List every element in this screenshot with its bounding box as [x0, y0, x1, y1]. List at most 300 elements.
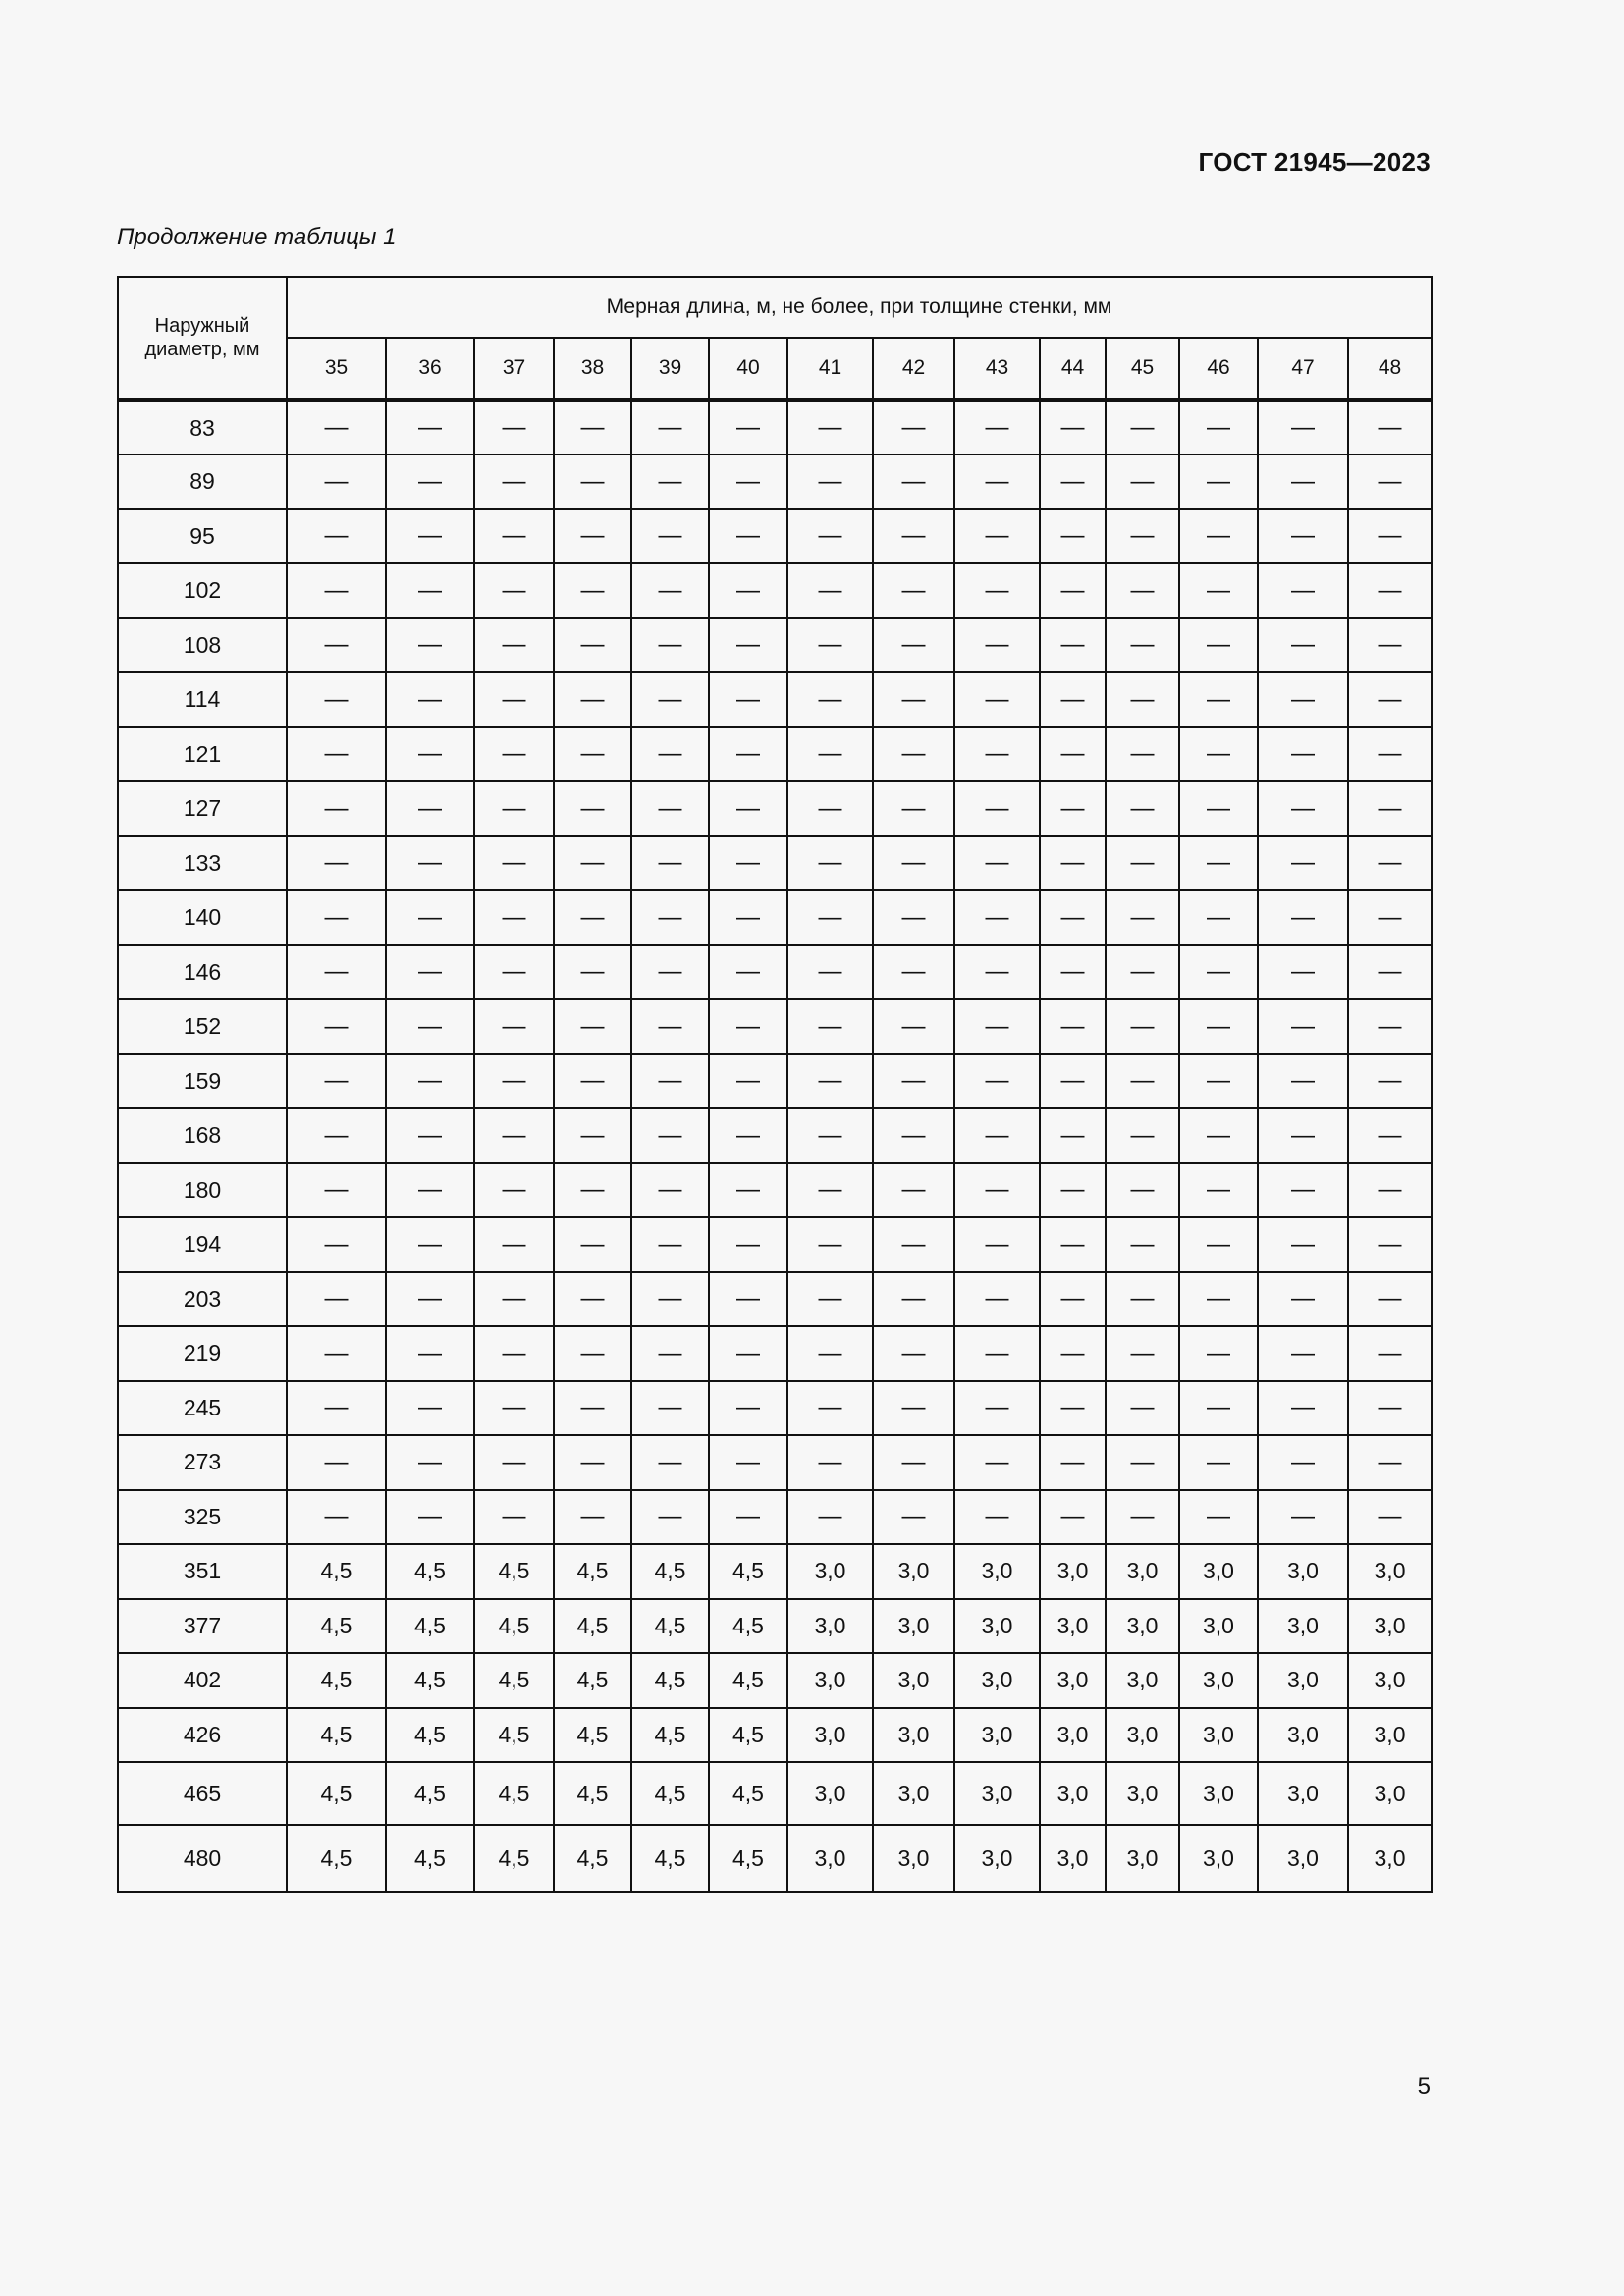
value-cell: —	[709, 1054, 787, 1109]
diameter-cell: 108	[118, 618, 287, 673]
value-cell: —	[873, 400, 954, 455]
value-cell: —	[554, 1108, 631, 1163]
value-cell: —	[386, 781, 474, 836]
table-row	[118, 727, 1432, 782]
value-cell: 3,0	[1348, 1825, 1432, 1892]
value-cell: —	[1179, 1490, 1258, 1545]
value-cell: —	[631, 781, 709, 836]
value-cell: 3,0	[1106, 1599, 1179, 1654]
value-cell: —	[1040, 1381, 1106, 1436]
value-cell: —	[1258, 454, 1348, 509]
diameter-cell: 152	[118, 999, 287, 1054]
value-cell: —	[1106, 1326, 1179, 1381]
value-cell: —	[474, 618, 554, 673]
value-cell: —	[1106, 727, 1179, 782]
value-cell: —	[1040, 672, 1106, 727]
diameter-cell: 325	[118, 1490, 287, 1545]
diameter-header-cell	[118, 277, 287, 400]
column-header-38: 38	[554, 338, 631, 400]
value-cell: —	[1040, 563, 1106, 618]
value-cell: —	[1106, 1381, 1179, 1436]
value-cell: —	[287, 1054, 386, 1109]
value-cell: —	[1040, 945, 1106, 1000]
table-row	[118, 1762, 1432, 1825]
value-cell: —	[787, 509, 873, 564]
value-cell: 3,0	[1348, 1599, 1432, 1654]
value-cell: 3,0	[1179, 1599, 1258, 1654]
value-cell: —	[1348, 1217, 1432, 1272]
value-cell: —	[1106, 1054, 1179, 1109]
value-cell: —	[1040, 1490, 1106, 1545]
table-row	[118, 1599, 1432, 1654]
diameter-cell: 480	[118, 1825, 287, 1892]
value-cell: —	[631, 1381, 709, 1436]
value-cell: —	[1040, 400, 1106, 455]
value-cell: 4,5	[474, 1653, 554, 1708]
table-row	[118, 1653, 1432, 1708]
value-cell: —	[1179, 1054, 1258, 1109]
value-cell: —	[1258, 1272, 1348, 1327]
value-cell: —	[787, 1272, 873, 1327]
value-cell: —	[386, 945, 474, 1000]
value-cell: —	[787, 1217, 873, 1272]
value-cell: —	[386, 1326, 474, 1381]
value-cell: —	[1040, 1435, 1106, 1490]
value-cell: —	[631, 1272, 709, 1327]
value-cell: —	[1258, 672, 1348, 727]
diameter-cell: 245	[118, 1381, 287, 1436]
value-cell: —	[1348, 1435, 1432, 1490]
table-row	[118, 781, 1432, 836]
value-cell: —	[287, 509, 386, 564]
table-row	[118, 1490, 1432, 1545]
value-cell: —	[873, 781, 954, 836]
value-cell: —	[1179, 890, 1258, 945]
value-cell: —	[1179, 727, 1258, 782]
value-cell: —	[787, 1490, 873, 1545]
value-cell: 4,5	[287, 1708, 386, 1763]
value-cell: —	[474, 563, 554, 618]
value-cell: —	[631, 672, 709, 727]
value-cell: —	[554, 1435, 631, 1490]
value-cell: —	[1040, 509, 1106, 564]
value-cell: 4,5	[386, 1544, 474, 1599]
value-cell: 4,5	[287, 1544, 386, 1599]
table-row	[118, 1054, 1432, 1109]
value-cell: —	[873, 618, 954, 673]
value-cell: —	[1258, 400, 1348, 455]
value-cell: —	[474, 890, 554, 945]
value-cell: —	[709, 1163, 787, 1218]
value-cell: —	[1258, 727, 1348, 782]
value-cell: —	[787, 1326, 873, 1381]
table-row	[118, 999, 1432, 1054]
value-cell: —	[1106, 781, 1179, 836]
value-cell: —	[1106, 618, 1179, 673]
value-cell: —	[631, 563, 709, 618]
value-cell: 3,0	[873, 1599, 954, 1654]
value-cell: —	[631, 454, 709, 509]
value-cell: —	[1348, 1490, 1432, 1545]
value-cell: 3,0	[1179, 1708, 1258, 1763]
column-header-46: 46	[1179, 338, 1258, 400]
value-cell: —	[631, 945, 709, 1000]
value-cell: 4,5	[287, 1825, 386, 1892]
column-header-42: 42	[873, 338, 954, 400]
value-cell: —	[954, 618, 1040, 673]
value-cell: —	[1348, 509, 1432, 564]
value-cell: —	[386, 563, 474, 618]
value-cell: —	[954, 454, 1040, 509]
value-cell: —	[1348, 781, 1432, 836]
value-cell: —	[1040, 1217, 1106, 1272]
diameter-cell: 102	[118, 563, 287, 618]
value-cell: —	[954, 400, 1040, 455]
value-cell: —	[1040, 890, 1106, 945]
value-cell: —	[1258, 945, 1348, 1000]
value-cell: 3,0	[787, 1544, 873, 1599]
value-cell: 4,5	[631, 1708, 709, 1763]
value-cell: —	[554, 945, 631, 1000]
value-cell: —	[1106, 672, 1179, 727]
value-cell: —	[709, 400, 787, 455]
value-cell: —	[1348, 1108, 1432, 1163]
value-cell: 4,5	[474, 1825, 554, 1892]
value-cell: —	[1179, 563, 1258, 618]
value-cell: —	[873, 1490, 954, 1545]
value-cell: —	[873, 454, 954, 509]
table-row	[118, 1708, 1432, 1763]
value-cell: —	[631, 1435, 709, 1490]
value-cell: 3,0	[787, 1762, 873, 1825]
value-cell: —	[631, 1108, 709, 1163]
value-cell: 3,0	[1106, 1708, 1179, 1763]
value-cell: —	[287, 1381, 386, 1436]
value-cell: —	[287, 727, 386, 782]
value-cell: 3,0	[1258, 1653, 1348, 1708]
value-cell: —	[1258, 618, 1348, 673]
value-cell: —	[1258, 1435, 1348, 1490]
value-cell: 4,5	[386, 1708, 474, 1763]
value-cell: —	[1179, 836, 1258, 891]
value-cell: 4,5	[709, 1825, 787, 1892]
value-cell: 4,5	[709, 1544, 787, 1599]
value-cell: —	[873, 1163, 954, 1218]
value-cell: —	[1040, 1326, 1106, 1381]
value-cell: —	[386, 618, 474, 673]
value-cell: —	[631, 999, 709, 1054]
value-cell: —	[1040, 781, 1106, 836]
value-cell: 3,0	[1258, 1544, 1348, 1599]
value-cell: —	[1106, 836, 1179, 891]
value-cell: —	[787, 1163, 873, 1218]
value-cell: 3,0	[1179, 1544, 1258, 1599]
value-cell: 3,0	[954, 1653, 1040, 1708]
value-cell: 3,0	[1348, 1653, 1432, 1708]
value-cell: —	[1258, 1163, 1348, 1218]
value-cell: —	[709, 563, 787, 618]
value-cell: —	[386, 1054, 474, 1109]
value-cell: —	[474, 454, 554, 509]
value-cell: —	[1179, 1381, 1258, 1436]
value-cell: —	[554, 1326, 631, 1381]
value-cell: —	[1348, 1054, 1432, 1109]
diameter-cell: 180	[118, 1163, 287, 1218]
value-cell: 3,0	[1040, 1825, 1106, 1892]
value-cell: —	[474, 836, 554, 891]
column-header-40: 40	[709, 338, 787, 400]
value-cell: —	[873, 1108, 954, 1163]
value-cell: —	[474, 1054, 554, 1109]
value-cell: —	[787, 890, 873, 945]
value-cell: 3,0	[1040, 1544, 1106, 1599]
value-cell: —	[873, 1435, 954, 1490]
value-cell: —	[474, 1108, 554, 1163]
value-cell: 3,0	[1179, 1762, 1258, 1825]
value-cell: —	[1258, 1326, 1348, 1381]
value-cell: —	[1258, 1054, 1348, 1109]
value-cell: —	[954, 1217, 1040, 1272]
value-cell: —	[1106, 1163, 1179, 1218]
diameter-cell: 203	[118, 1272, 287, 1327]
value-cell: 3,0	[1258, 1762, 1348, 1825]
value-cell: —	[1258, 999, 1348, 1054]
value-cell: 3,0	[1258, 1599, 1348, 1654]
value-cell: 3,0	[1179, 1825, 1258, 1892]
length-table	[117, 276, 1433, 1893]
value-cell: —	[1348, 945, 1432, 1000]
value-cell: —	[554, 454, 631, 509]
value-cell: —	[954, 1326, 1040, 1381]
value-cell: 4,5	[709, 1653, 787, 1708]
value-cell: 4,5	[709, 1599, 787, 1654]
value-cell: —	[787, 563, 873, 618]
value-cell: —	[287, 1163, 386, 1218]
column-header-41: 41	[787, 338, 873, 400]
value-cell: 4,5	[709, 1762, 787, 1825]
value-cell: —	[631, 727, 709, 782]
value-cell: —	[709, 999, 787, 1054]
value-cell: —	[709, 727, 787, 782]
diameter-cell: 83	[118, 400, 287, 455]
value-cell: —	[709, 509, 787, 564]
value-cell: —	[287, 999, 386, 1054]
value-cell: 3,0	[954, 1599, 1040, 1654]
value-cell: —	[474, 1163, 554, 1218]
value-cell: 4,5	[554, 1762, 631, 1825]
value-cell: 3,0	[787, 1825, 873, 1892]
diameter-cell: 377	[118, 1599, 287, 1654]
value-cell: —	[787, 1108, 873, 1163]
value-cell: —	[954, 727, 1040, 782]
value-cell: 4,5	[287, 1762, 386, 1825]
value-cell: —	[287, 454, 386, 509]
value-cell: —	[787, 672, 873, 727]
diameter-cell: 168	[118, 1108, 287, 1163]
value-cell: —	[1040, 454, 1106, 509]
value-cell: —	[1348, 1326, 1432, 1381]
value-cell: 4,5	[474, 1708, 554, 1763]
value-cell: —	[1179, 1217, 1258, 1272]
value-cell: —	[287, 890, 386, 945]
value-cell: —	[474, 945, 554, 1000]
value-cell: —	[554, 890, 631, 945]
value-cell: —	[1106, 945, 1179, 1000]
value-cell: —	[1040, 727, 1106, 782]
value-cell: —	[709, 890, 787, 945]
value-cell: 4,5	[631, 1825, 709, 1892]
column-header-45: 45	[1106, 338, 1179, 400]
value-cell: —	[1040, 999, 1106, 1054]
value-cell: —	[554, 1381, 631, 1436]
value-cell: —	[554, 1272, 631, 1327]
value-cell: 3,0	[873, 1653, 954, 1708]
value-cell: —	[1106, 563, 1179, 618]
value-cell: —	[474, 1435, 554, 1490]
value-cell: —	[1106, 999, 1179, 1054]
table-row	[118, 1544, 1432, 1599]
value-cell: —	[554, 1490, 631, 1545]
value-cell: 4,5	[386, 1599, 474, 1654]
table-row	[118, 400, 1432, 455]
value-cell: —	[386, 672, 474, 727]
value-cell: —	[1348, 1272, 1432, 1327]
value-cell: —	[873, 727, 954, 782]
value-cell: —	[787, 400, 873, 455]
diameter-cell: 194	[118, 1217, 287, 1272]
value-cell: 3,0	[873, 1708, 954, 1763]
value-cell: —	[954, 1490, 1040, 1545]
diameter-cell: 133	[118, 836, 287, 891]
value-cell: —	[1258, 890, 1348, 945]
value-cell: —	[287, 563, 386, 618]
value-cell: —	[631, 1326, 709, 1381]
value-cell: —	[1179, 1326, 1258, 1381]
value-cell: 3,0	[1179, 1653, 1258, 1708]
value-cell: 3,0	[1348, 1544, 1432, 1599]
value-cell: —	[873, 672, 954, 727]
value-cell: —	[287, 1217, 386, 1272]
value-cell: 4,5	[554, 1708, 631, 1763]
value-cell: 4,5	[386, 1762, 474, 1825]
value-cell: —	[287, 1326, 386, 1381]
value-cell: —	[386, 727, 474, 782]
value-cell: 3,0	[787, 1708, 873, 1763]
value-cell: —	[1348, 836, 1432, 891]
value-cell: —	[1106, 1490, 1179, 1545]
value-cell: —	[1258, 509, 1348, 564]
value-cell: —	[709, 618, 787, 673]
value-cell: —	[1040, 836, 1106, 891]
value-cell: —	[554, 727, 631, 782]
value-cell: —	[1040, 1108, 1106, 1163]
value-cell: —	[873, 1272, 954, 1327]
diameter-cell: 351	[118, 1544, 287, 1599]
value-cell: 4,5	[554, 1544, 631, 1599]
value-cell: —	[386, 509, 474, 564]
value-cell: —	[287, 1108, 386, 1163]
column-header-37: 37	[474, 338, 554, 400]
value-cell: —	[1106, 454, 1179, 509]
value-cell: —	[1258, 563, 1348, 618]
value-cell: —	[631, 836, 709, 891]
value-cell: —	[873, 836, 954, 891]
value-cell: 4,5	[709, 1708, 787, 1763]
value-cell: —	[631, 1217, 709, 1272]
value-cell: 3,0	[1040, 1708, 1106, 1763]
value-cell: —	[709, 1108, 787, 1163]
value-cell: —	[1106, 890, 1179, 945]
value-cell: —	[873, 999, 954, 1054]
value-cell: —	[1348, 618, 1432, 673]
value-cell: 3,0	[787, 1599, 873, 1654]
value-cell: 4,5	[474, 1762, 554, 1825]
value-cell: 3,0	[1040, 1599, 1106, 1654]
value-cell: —	[287, 836, 386, 891]
value-cell: —	[709, 1490, 787, 1545]
value-cell: —	[474, 781, 554, 836]
value-cell: —	[954, 1054, 1040, 1109]
value-cell: —	[1179, 999, 1258, 1054]
value-cell: —	[873, 1326, 954, 1381]
value-cell: —	[474, 999, 554, 1054]
column-header-44: 44	[1040, 338, 1106, 400]
value-cell: —	[386, 1381, 474, 1436]
table-row	[118, 1825, 1432, 1892]
value-cell: —	[873, 890, 954, 945]
column-header-36: 36	[386, 338, 474, 400]
value-cell: 3,0	[1348, 1762, 1432, 1825]
value-cell: —	[787, 1381, 873, 1436]
value-cell: —	[1348, 1163, 1432, 1218]
value-cell: —	[1348, 890, 1432, 945]
value-cell: 3,0	[1106, 1544, 1179, 1599]
value-cell: —	[954, 672, 1040, 727]
value-cell: —	[954, 999, 1040, 1054]
value-cell: —	[1179, 945, 1258, 1000]
value-cell: —	[287, 1435, 386, 1490]
value-cell: —	[554, 1217, 631, 1272]
value-cell: —	[1040, 1272, 1106, 1327]
value-cell: —	[1258, 1381, 1348, 1436]
value-cell: —	[1348, 454, 1432, 509]
diameter-cell: 127	[118, 781, 287, 836]
value-cell: —	[1348, 672, 1432, 727]
value-cell: —	[287, 945, 386, 1000]
value-cell: 3,0	[954, 1544, 1040, 1599]
value-cell: 3,0	[1258, 1708, 1348, 1763]
value-cell: —	[631, 1054, 709, 1109]
value-cell: 4,5	[287, 1599, 386, 1654]
table-row	[118, 1163, 1432, 1218]
value-cell: —	[709, 1435, 787, 1490]
value-cell: —	[474, 1490, 554, 1545]
value-cell: —	[554, 999, 631, 1054]
value-cell: —	[474, 1272, 554, 1327]
value-cell: —	[631, 618, 709, 673]
value-cell: —	[287, 1272, 386, 1327]
value-cell: —	[554, 1163, 631, 1218]
value-cell: —	[386, 454, 474, 509]
value-cell: 4,5	[631, 1653, 709, 1708]
value-cell: —	[1179, 509, 1258, 564]
value-cell: 3,0	[954, 1762, 1040, 1825]
diameter-cell: 219	[118, 1326, 287, 1381]
value-cell: —	[631, 890, 709, 945]
value-cell: —	[954, 836, 1040, 891]
value-cell: —	[1106, 1108, 1179, 1163]
value-cell: —	[554, 509, 631, 564]
